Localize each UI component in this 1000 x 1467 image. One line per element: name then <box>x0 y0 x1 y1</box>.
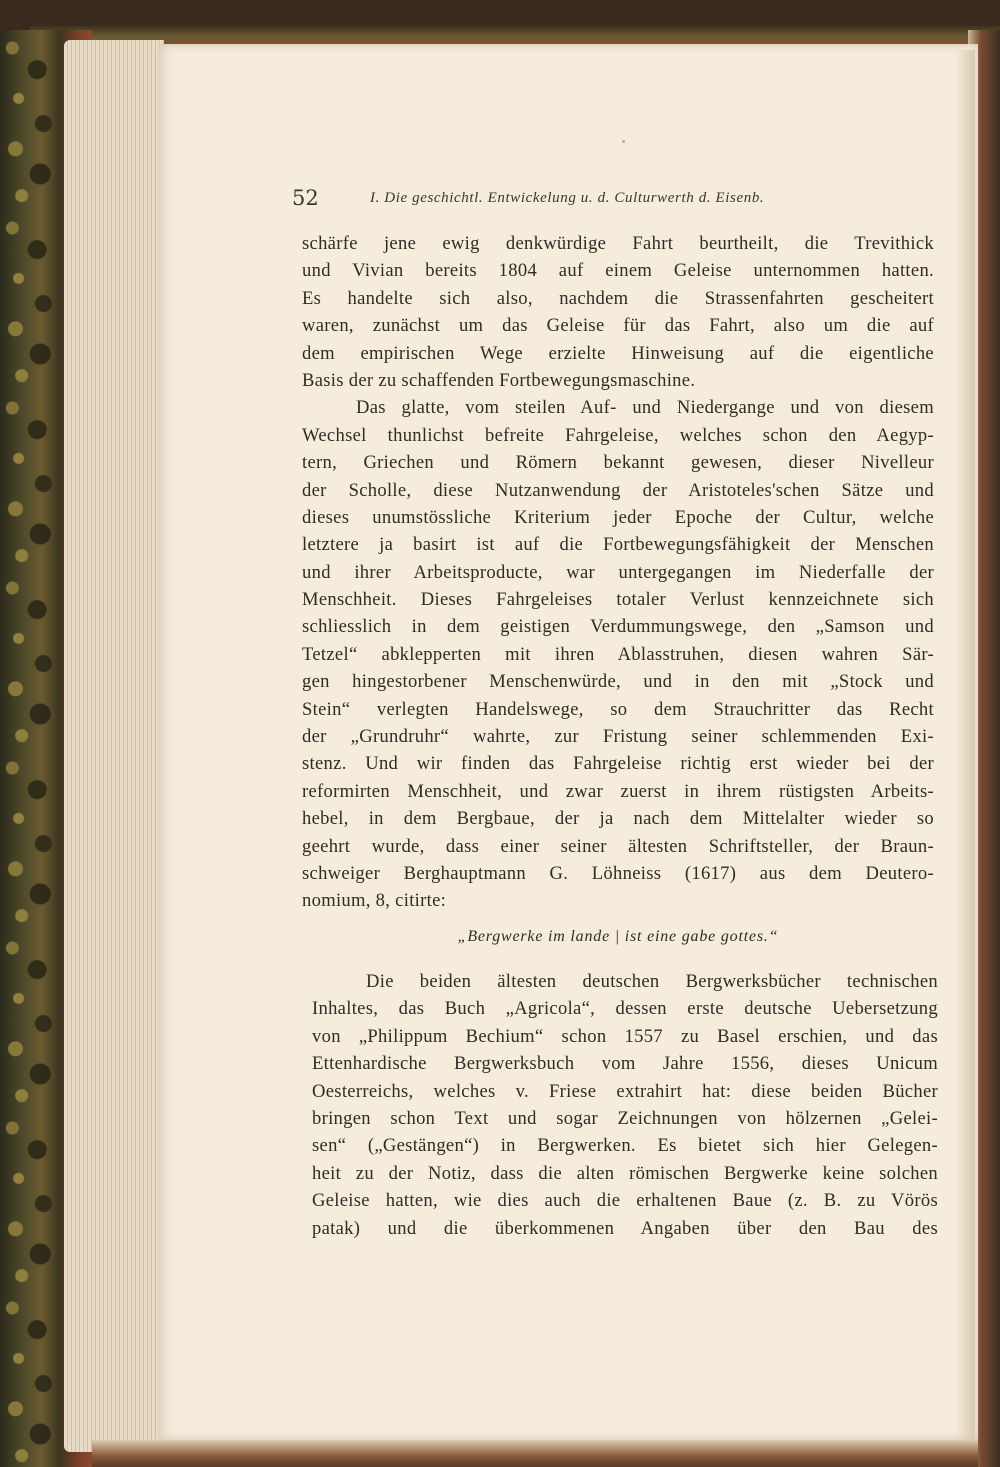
text-line: tern, Griechen und Römern bekannt gewesen, dieser Nivelleur <box>302 452 934 474</box>
text-line: Ettenhardische Bergwerksbuch vom Jahre 1556, dieses Unicum <box>312 1053 938 1075</box>
text-line: von „Philippum Bechium“ schon 1557 zu Basel erschien, und das <box>312 1025 938 1047</box>
text-line: Es handelte sich also, nachdem die Strassenfahrten gescheitert <box>302 287 934 309</box>
text-line: sen“ („Gestängen“) in Bergwerken. Es bietet sich hier Gelegen- <box>312 1135 938 1157</box>
book-bottom-edge <box>92 1440 978 1467</box>
page-number: 52 <box>292 186 319 210</box>
text-line: dieses unumstössliche Kriterium jeder Epoche der Cultur, welche <box>302 506 934 528</box>
page-gutter-shade <box>955 50 975 1440</box>
text-line: Oesterreichs, welches v. Friese extrahirt hat: diese beiden Bücher <box>312 1080 938 1102</box>
text-line: gen hingestorbener Menschenwürde, und in den mit „Stock und <box>302 671 934 693</box>
text-line: schweiger Berghauptmann G. Löhneiss (1617) aus dem Deutero- <box>302 862 934 884</box>
text-line: patak) und die überkommenen Angaben über den Bau des <box>312 1217 938 1239</box>
running-head: I. Die geschichtl. Entwickelung u. d. Culturwerth d. Eisenb. <box>370 190 765 206</box>
text-line: Das glatte, vom steilen Auf- und Niedergange und von diesem <box>356 397 934 419</box>
text-line: Stein“ verlegten Handelswege, so dem Strauchritter das Recht <box>302 698 934 720</box>
second-text-block <box>312 968 938 1242</box>
text-line: Geleise hatten, wie dies auch die erhaltenen Baue (z. B. zu Vörös <box>312 1190 938 1212</box>
text-line: hebel, in dem Bergbaue, der ja nach dem Mittelalter wieder so <box>302 808 934 830</box>
text-line: Tetzel“ abklepperten mit ihren Ablasstruhen, diesen wahren Sär- <box>302 643 934 665</box>
text-line: reformirten Menschheit, und zwar zuerst in ihrem rüstigsten Arbeits- <box>302 780 934 802</box>
text-line: Basis der zu schaffenden Fortbewegungsmaschine. <box>302 369 696 391</box>
text-line: dem empirischen Wege erzielte Hinweisung auf die eigentliche <box>302 342 934 364</box>
text-line: der „Grundruhr“ wahrte, zur Fristung seiner schlemmenden Exi- <box>302 726 934 748</box>
text-line: Die beiden ältesten deutschen Bergwerksbücher technischen <box>366 971 938 992</box>
text-line: Wechsel thunlichst befreite Fahrgeleise, welches schon den Aegyp- <box>302 424 934 446</box>
text-line: geehrt wurde, dass einer seiner ältesten Schriftsteller, der Braun- <box>302 835 934 857</box>
text-line: heit zu der Notiz, dass die alten römischen Bergwerke keine solchen <box>312 1162 938 1184</box>
text-line: der Scholle, diese Nutzanwendung der Aristoteles'schen Sätze und <box>302 479 934 501</box>
text-line: und Vivian bereits 1804 auf einem Geleise unternommen hatten. <box>302 260 934 282</box>
text-line: nomium, 8, citirte: <box>302 890 447 912</box>
text-line: schärfe jene ewig denkwürdige Fahrt beurtheilt, die Trevithick <box>302 233 934 254</box>
text-line: schliesslich in dem geistigen Verdummungswege, den „Samson und <box>302 616 934 638</box>
blackletter-quote: „Bergwerke im lande | ist eine gabe gottes.“ <box>457 927 779 945</box>
text-line: waren, zunächst um das Geleise für das Fahrt, also um die auf <box>302 315 934 337</box>
text-line: Menschheit. Dieses Fahrgeleises totaler Verlust kennzeichnete sich <box>302 589 934 611</box>
page-edges-stack <box>64 40 164 1452</box>
text-line: letztere ja basirt ist auf die Fortbewegungsfähigkeit der Menschen <box>302 534 934 556</box>
text-line: Inhaltes, das Buch „Agricola“, dessen erste deutsche Uebersetzung <box>312 998 938 1020</box>
text-line: bringen schon Text und sogar Zeichnungen von hölzernen „Gelei- <box>312 1107 938 1129</box>
paper-speck <box>622 140 625 143</box>
main-text-block <box>302 230 934 973</box>
text-line: stenz. Und wir finden das Fahrgeleise richtig erst wieder bei der <box>302 753 934 775</box>
text-line: und ihrer Arbeitsproducte, war untergegangen im Niederfalle der <box>302 561 934 583</box>
page-header <box>292 186 862 216</box>
